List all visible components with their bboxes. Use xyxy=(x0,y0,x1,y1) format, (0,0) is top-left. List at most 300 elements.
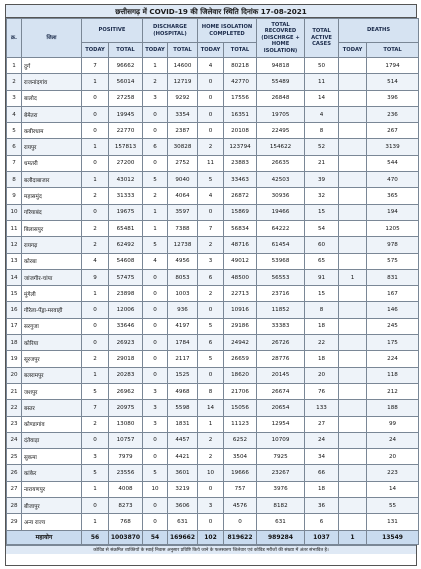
cell-sn: 2 xyxy=(7,74,22,90)
cell-home-today: 5 xyxy=(198,172,224,188)
cell-positive-today: 4 xyxy=(82,253,109,269)
table-row xyxy=(7,318,419,334)
cell-recovered: 23267 xyxy=(257,465,305,481)
cell-sn: 23 xyxy=(7,416,22,432)
cell-positive-total: 13080 xyxy=(109,416,143,432)
cell-home-total: 23883 xyxy=(224,155,257,171)
cell-deaths-today xyxy=(339,106,367,122)
table-row xyxy=(7,416,419,432)
cell-discharge-today: 5 xyxy=(143,237,168,253)
cell-active: 133 xyxy=(305,400,339,416)
cell-discharge-today: 5 xyxy=(143,172,168,188)
cell-positive-total: 31333 xyxy=(109,188,143,204)
cell-active: 32 xyxy=(305,188,339,204)
cell-home-total: 21706 xyxy=(224,383,257,399)
cell-positive-today: 0 xyxy=(82,302,109,318)
cell-discharge-today: 1 xyxy=(143,204,168,220)
cell-deaths-today xyxy=(339,367,367,383)
cell-sn: 13 xyxy=(7,253,22,269)
cell-sn: 28 xyxy=(7,498,22,514)
cell-district: मुंगेली xyxy=(22,286,82,302)
cell-home-total: 15056 xyxy=(224,400,257,416)
cell-sn: 7 xyxy=(7,155,22,171)
cell-active: 15 xyxy=(305,204,339,220)
cell-discharge-today: 3 xyxy=(143,90,168,106)
cell-district: जशपुर xyxy=(22,383,82,399)
cell-positive-today: 0 xyxy=(82,318,109,334)
cell-district: गरियाबंद xyxy=(22,204,82,220)
cell-home-today: 6 xyxy=(198,335,224,351)
cell-home-today: 8 xyxy=(198,383,224,399)
table-row xyxy=(7,465,419,481)
cell-sn: 15 xyxy=(7,286,22,302)
cell-district: रायपुर xyxy=(22,139,82,155)
cell-discharge-total: 4956 xyxy=(168,253,198,269)
cell-positive-total: 768 xyxy=(109,514,143,530)
header-home-isolation: HOME ISOLATION COMPLETED xyxy=(198,19,257,43)
cell-discharge-total: 12719 xyxy=(168,74,198,90)
cell-discharge-total: 2752 xyxy=(168,155,198,171)
cell-home-today: 0 xyxy=(198,123,224,139)
cell-home-total: 33463 xyxy=(224,172,257,188)
cell-home-total: 17556 xyxy=(224,90,257,106)
cell-home-total: 22713 xyxy=(224,286,257,302)
cell-positive-today: 0 xyxy=(82,335,109,351)
table-row xyxy=(7,253,419,269)
cell-district: बलौदाबाजार xyxy=(22,172,82,188)
cell-discharge-total: 3354 xyxy=(168,106,198,122)
cell-deaths-total: 236 xyxy=(367,106,419,122)
cell-discharge-total: 4064 xyxy=(168,188,198,204)
cell-discharge-total: 2117 xyxy=(168,351,198,367)
cell-discharge-total: 4421 xyxy=(168,449,198,465)
cell-positive-today: 5 xyxy=(82,465,109,481)
cell-home-today: 0 xyxy=(198,204,224,220)
cell-deaths-today xyxy=(339,220,367,236)
cell-positive-today: 0 xyxy=(82,498,109,514)
cell-home-today: 0 xyxy=(198,514,224,530)
cell-sn: 4 xyxy=(7,106,22,122)
cell-discharge-total: 1003 xyxy=(168,286,198,302)
cell-deaths-total: 575 xyxy=(367,253,419,269)
cell-active: 65 xyxy=(305,253,339,269)
cell-recovered: 22495 xyxy=(257,123,305,139)
header-deaths-total: TOTAL xyxy=(367,43,419,58)
cell-home-total: 10916 xyxy=(224,302,257,318)
cell-home-today: 3 xyxy=(198,253,224,269)
cell-home-total: 15869 xyxy=(224,204,257,220)
cell-sn: 21 xyxy=(7,383,22,399)
cell-home-today: 5 xyxy=(198,351,224,367)
cell-sn: 1 xyxy=(7,58,22,74)
cell-positive-total: 43012 xyxy=(109,172,143,188)
cell-active: 6 xyxy=(305,514,339,530)
table-row xyxy=(7,58,419,74)
cell-home-total: 24942 xyxy=(224,335,257,351)
cell-district: बिलासपुर xyxy=(22,220,82,236)
cell-active: 14 xyxy=(305,90,339,106)
cell-active: 50 xyxy=(305,58,339,74)
cell-deaths-today xyxy=(339,204,367,220)
header-deaths: DEATHS xyxy=(339,19,419,43)
cell-discharge-today: 0 xyxy=(143,498,168,514)
cell-deaths-total: 245 xyxy=(367,318,419,334)
cell-sn: 11 xyxy=(7,220,22,236)
table-row xyxy=(7,269,419,285)
cell-deaths-total: 24 xyxy=(367,432,419,448)
cell-home-today: 5 xyxy=(198,318,224,334)
cell-positive-today: 0 xyxy=(82,123,109,139)
header-positive: POSITIVE xyxy=(82,19,143,43)
cell-positive-total: 65481 xyxy=(109,220,143,236)
cell-district: महासमुंद xyxy=(22,188,82,204)
cell-deaths-today xyxy=(339,172,367,188)
cell-home-total: 757 xyxy=(224,481,257,497)
table-row xyxy=(7,335,419,351)
cell-home-total: 48500 xyxy=(224,269,257,285)
cell-discharge-today: 0 xyxy=(143,155,168,171)
cell-deaths-today xyxy=(339,498,367,514)
totals-label: महायोग xyxy=(7,530,82,544)
cell-home-total: 26872 xyxy=(224,188,257,204)
cell-positive-total: 26923 xyxy=(109,335,143,351)
cell-district: बेमेतरा xyxy=(22,106,82,122)
cell-active: 54 xyxy=(305,220,339,236)
cell-home-total: 11123 xyxy=(224,416,257,432)
cell-discharge-today: 0 xyxy=(143,432,168,448)
header-total-active: TOTAL ACTIVE CASES xyxy=(305,19,339,58)
totals-home-today: 102 xyxy=(198,530,224,544)
cell-deaths-total: 188 xyxy=(367,400,419,416)
table-row xyxy=(7,383,419,399)
cell-positive-today: 0 xyxy=(82,432,109,448)
header-home-total: TOTAL xyxy=(224,43,257,58)
cell-positive-today: 1 xyxy=(82,481,109,497)
cell-recovered: 23716 xyxy=(257,286,305,302)
cell-recovered: 11852 xyxy=(257,302,305,318)
cell-positive-total: 27200 xyxy=(109,155,143,171)
cell-active: 36 xyxy=(305,498,339,514)
cell-positive-today: 1 xyxy=(82,367,109,383)
cell-deaths-today xyxy=(339,383,367,399)
cell-sn: 16 xyxy=(7,302,22,318)
totals-active: 1037 xyxy=(305,530,339,544)
cell-discharge-total: 1831 xyxy=(168,416,198,432)
cell-deaths-total: 175 xyxy=(367,335,419,351)
totals-discharge-today: 54 xyxy=(143,530,168,544)
cell-positive-total: 7979 xyxy=(109,449,143,465)
covid-district-table xyxy=(6,18,419,545)
cell-deaths-today xyxy=(339,465,367,481)
cell-deaths-today xyxy=(339,416,367,432)
cell-recovered: 30936 xyxy=(257,188,305,204)
cell-district: अन्य राज्य xyxy=(22,514,82,530)
cell-discharge-today: 3 xyxy=(143,400,168,416)
cell-deaths-total: 978 xyxy=(367,237,419,253)
cell-sn: 9 xyxy=(7,188,22,204)
cell-district: बस्तर xyxy=(22,400,82,416)
table-row xyxy=(7,139,419,155)
totals-positive-today: 56 xyxy=(82,530,109,544)
cell-discharge-total: 9040 xyxy=(168,172,198,188)
cell-positive-today: 7 xyxy=(82,400,109,416)
cell-deaths-total: 118 xyxy=(367,367,419,383)
cell-recovered: 53968 xyxy=(257,253,305,269)
table-row xyxy=(7,204,419,220)
cell-recovered: 64222 xyxy=(257,220,305,236)
cell-discharge-today: 6 xyxy=(143,139,168,155)
totals-deaths-today: 1 xyxy=(339,530,367,544)
cell-positive-total: 157813 xyxy=(109,139,143,155)
cell-home-total: 4576 xyxy=(224,498,257,514)
cell-active: 60 xyxy=(305,237,339,253)
cell-district: नारायणपुर xyxy=(22,481,82,497)
cell-positive-today: 0 xyxy=(82,106,109,122)
table-row xyxy=(7,172,419,188)
cell-active: 11 xyxy=(305,74,339,90)
cell-active: 18 xyxy=(305,318,339,334)
cell-sn: 29 xyxy=(7,514,22,530)
cell-recovered: 7925 xyxy=(257,449,305,465)
cell-recovered: 56553 xyxy=(257,269,305,285)
cell-home-today: 0 xyxy=(198,74,224,90)
cell-home-today: 0 xyxy=(198,90,224,106)
cell-sn: 17 xyxy=(7,318,22,334)
table-row xyxy=(7,498,419,514)
cell-recovered: 8182 xyxy=(257,498,305,514)
cell-home-total: 49012 xyxy=(224,253,257,269)
cell-positive-total: 26962 xyxy=(109,383,143,399)
header-deaths-today: TODAY xyxy=(339,43,367,58)
cell-deaths-total: 20 xyxy=(367,449,419,465)
cell-deaths-today xyxy=(339,123,367,139)
cell-active: 4 xyxy=(305,106,339,122)
cell-home-today: 0 xyxy=(198,367,224,383)
cell-discharge-total: 4197 xyxy=(168,318,198,334)
cell-home-today: 0 xyxy=(198,481,224,497)
totals-discharge-total: 169662 xyxy=(168,530,198,544)
cell-recovered: 20145 xyxy=(257,367,305,383)
cell-sn: 19 xyxy=(7,351,22,367)
cell-positive-today: 5 xyxy=(82,383,109,399)
cell-recovered: 55489 xyxy=(257,74,305,90)
cell-deaths-total: 1205 xyxy=(367,220,419,236)
cell-deaths-total: 267 xyxy=(367,123,419,139)
cell-discharge-today: 0 xyxy=(143,286,168,302)
cell-active: 20 xyxy=(305,367,339,383)
cell-positive-total: 23556 xyxy=(109,465,143,481)
cell-active: 15 xyxy=(305,286,339,302)
cell-recovered: 42503 xyxy=(257,172,305,188)
cell-discharge-today: 0 xyxy=(143,335,168,351)
cell-deaths-today xyxy=(339,237,367,253)
cell-home-total: 80218 xyxy=(224,58,257,74)
totals-positive-total: 1003870 xyxy=(109,530,143,544)
cell-home-today: 4 xyxy=(198,58,224,74)
cell-deaths-total: 212 xyxy=(367,383,419,399)
header-positive-total: TOTAL xyxy=(109,43,143,58)
cell-deaths-total: 167 xyxy=(367,286,419,302)
cell-sn: 6 xyxy=(7,139,22,155)
cell-district: गौरेला-पेंड्रा-मरवाही xyxy=(22,302,82,318)
cell-discharge-today: 3 xyxy=(143,383,168,399)
report-title: छत्तीसगढ़ में COVID-19 की जिलेवार स्थिति दिनांक 17-08-2021 xyxy=(6,5,416,18)
table-header xyxy=(7,19,419,58)
cell-active: 22 xyxy=(305,335,339,351)
cell-deaths-total: 3139 xyxy=(367,139,419,155)
cell-deaths-today xyxy=(339,74,367,90)
cell-home-total: 26659 xyxy=(224,351,257,367)
header-sn: क्र. xyxy=(7,19,22,58)
cell-discharge-total: 7388 xyxy=(168,220,198,236)
cell-deaths-today xyxy=(339,514,367,530)
cell-positive-today: 1 xyxy=(82,139,109,155)
cell-deaths-today xyxy=(339,432,367,448)
cell-positive-today: 0 xyxy=(82,204,109,220)
cell-deaths-total: 224 xyxy=(367,351,419,367)
cell-discharge-today: 2 xyxy=(143,188,168,204)
cell-sn: 12 xyxy=(7,237,22,253)
cell-district: बालोद xyxy=(22,90,82,106)
cell-positive-today: 1 xyxy=(82,74,109,90)
cell-active: 21 xyxy=(305,155,339,171)
cell-home-today: 11 xyxy=(198,155,224,171)
cell-discharge-total: 8053 xyxy=(168,269,198,285)
table-row xyxy=(7,449,419,465)
cell-active: 18 xyxy=(305,351,339,367)
cell-positive-today: 2 xyxy=(82,237,109,253)
cell-positive-total: 27258 xyxy=(109,90,143,106)
cell-positive-total: 20283 xyxy=(109,367,143,383)
cell-sn: 8 xyxy=(7,172,22,188)
cell-discharge-today: 2 xyxy=(143,74,168,90)
cell-positive-today: 9 xyxy=(82,269,109,285)
cell-deaths-total: 194 xyxy=(367,204,419,220)
cell-district: जांजगीर-चांपा xyxy=(22,269,82,285)
table-row xyxy=(7,302,419,318)
cell-home-today: 2 xyxy=(198,139,224,155)
cell-home-total: 123794 xyxy=(224,139,257,155)
totals-deaths-total: 13549 xyxy=(367,530,419,544)
cell-active: 18 xyxy=(305,481,339,497)
cell-home-total: 48716 xyxy=(224,237,257,253)
table-row xyxy=(7,90,419,106)
cell-positive-total: 29018 xyxy=(109,351,143,367)
cell-positive-today: 7 xyxy=(82,58,109,74)
cell-sn: 10 xyxy=(7,204,22,220)
cell-deaths-total: 55 xyxy=(367,498,419,514)
cell-home-total: 29186 xyxy=(224,318,257,334)
cell-positive-total: 54608 xyxy=(109,253,143,269)
cell-recovered: 94818 xyxy=(257,58,305,74)
cell-positive-today: 1 xyxy=(82,286,109,302)
cell-recovered: 26635 xyxy=(257,155,305,171)
table-row xyxy=(7,220,419,236)
cell-deaths-today xyxy=(339,400,367,416)
header-home-today: TODAY xyxy=(198,43,224,58)
cell-discharge-total: 9292 xyxy=(168,90,198,106)
cell-deaths-today xyxy=(339,90,367,106)
cell-discharge-today: 0 xyxy=(143,318,168,334)
cell-positive-total: 62492 xyxy=(109,237,143,253)
cell-recovered: 61454 xyxy=(257,237,305,253)
cell-discharge-today: 1 xyxy=(143,220,168,236)
cell-district: रायगढ़ xyxy=(22,237,82,253)
cell-discharge-total: 30828 xyxy=(168,139,198,155)
cell-discharge-total: 936 xyxy=(168,302,198,318)
cell-recovered: 26674 xyxy=(257,383,305,399)
cell-district: कोरबा xyxy=(22,253,82,269)
cell-deaths-today xyxy=(339,188,367,204)
cell-deaths-today xyxy=(339,253,367,269)
cell-recovered: 20654 xyxy=(257,400,305,416)
cell-home-total: 6252 xyxy=(224,432,257,448)
cell-active: 8 xyxy=(305,123,339,139)
cell-active: 8 xyxy=(305,302,339,318)
cell-deaths-total: 99 xyxy=(367,416,419,432)
cell-home-today: 2 xyxy=(198,449,224,465)
cell-positive-total: 56014 xyxy=(109,74,143,90)
cell-positive-today: 0 xyxy=(82,155,109,171)
table-row xyxy=(7,123,419,139)
cell-recovered: 26848 xyxy=(257,90,305,106)
cell-deaths-today: 1 xyxy=(339,269,367,285)
table-row xyxy=(7,155,419,171)
cell-discharge-total: 3606 xyxy=(168,498,198,514)
cell-discharge-today: 0 xyxy=(143,514,168,530)
table-row xyxy=(7,106,419,122)
cell-discharge-today: 3 xyxy=(143,416,168,432)
footnote: कोविड से संक्रमित व्यक्तियों के स्वाई निवास अनुसार प्रविष्टि किये जाने के फलस्वरुप जिलेवार एवं कोविड मरीजों की संख्या में अंतर संभावित है। xyxy=(6,545,416,554)
cell-home-total: 0 xyxy=(224,514,257,530)
table-footer xyxy=(7,530,419,544)
cell-district: सुकमा xyxy=(22,449,82,465)
cell-active: 27 xyxy=(305,416,339,432)
cell-home-today: 0 xyxy=(198,106,224,122)
table-row xyxy=(7,286,419,302)
cell-active: 66 xyxy=(305,465,339,481)
cell-district: सरगुजा xyxy=(22,318,82,334)
cell-deaths-total: 1794 xyxy=(367,58,419,74)
cell-recovered: 26726 xyxy=(257,335,305,351)
cell-positive-today: 2 xyxy=(82,351,109,367)
cell-sn: 20 xyxy=(7,367,22,383)
cell-active: 76 xyxy=(305,383,339,399)
cell-home-today: 14 xyxy=(198,400,224,416)
cell-home-total: 56834 xyxy=(224,220,257,236)
cell-home-today: 2 xyxy=(198,432,224,448)
cell-deaths-total: 544 xyxy=(367,155,419,171)
cell-sn: 22 xyxy=(7,400,22,416)
cell-deaths-total: 514 xyxy=(367,74,419,90)
cell-discharge-total: 3601 xyxy=(168,465,198,481)
cell-deaths-today xyxy=(339,58,367,74)
cell-active: 39 xyxy=(305,172,339,188)
table-row xyxy=(7,351,419,367)
cell-recovered: 631 xyxy=(257,514,305,530)
cell-deaths-today xyxy=(339,286,367,302)
table-row xyxy=(7,432,419,448)
cell-discharge-today: 10 xyxy=(143,481,168,497)
cell-discharge-today: 0 xyxy=(143,302,168,318)
cell-district: कांकेर xyxy=(22,465,82,481)
cell-positive-total: 10757 xyxy=(109,432,143,448)
cell-home-today: 3 xyxy=(198,498,224,514)
cell-sn: 3 xyxy=(7,90,22,106)
cell-deaths-today xyxy=(339,155,367,171)
cell-deaths-today xyxy=(339,318,367,334)
cell-discharge-total: 2387 xyxy=(168,123,198,139)
